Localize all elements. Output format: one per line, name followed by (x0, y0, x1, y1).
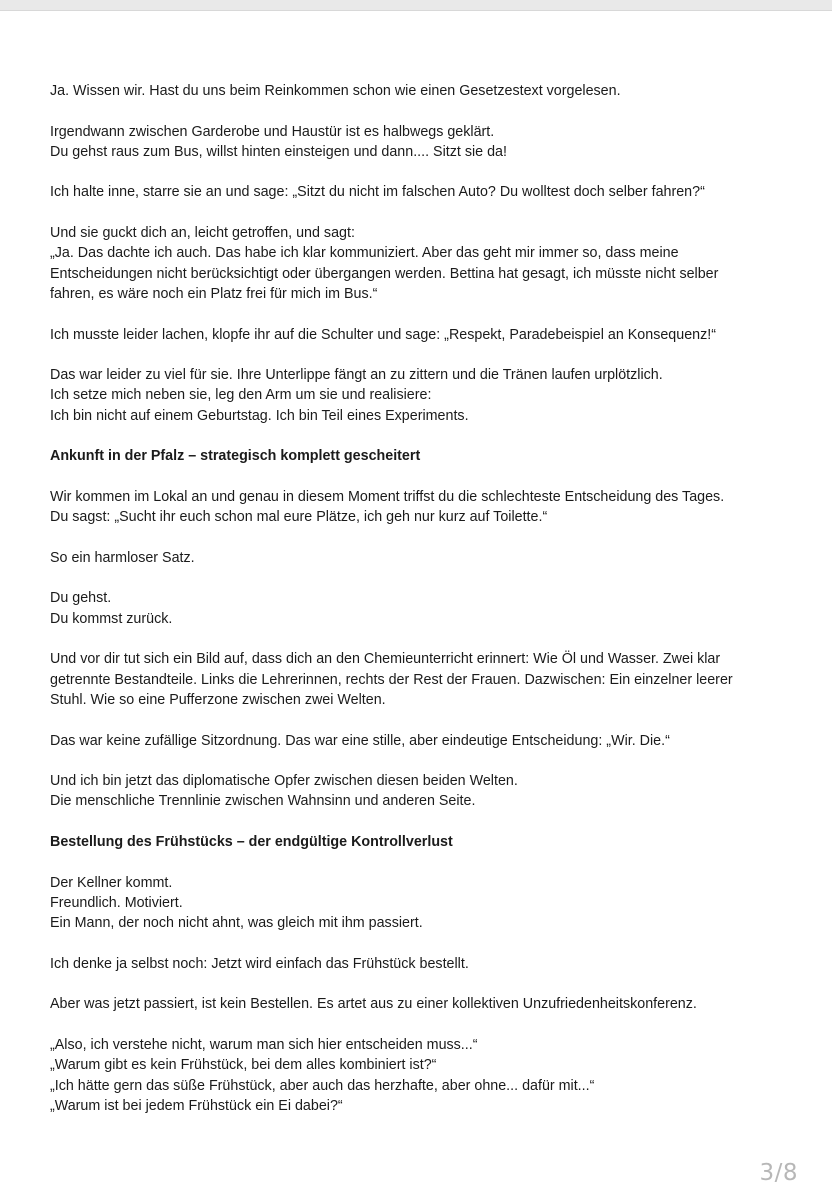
text-line: Ich bin nicht auf einem Geburtstag. Ich bin Teil eines Experiments. (50, 407, 469, 424)
text-line: Und vor dir tut sich ein Bild auf, dass dich an den Chemieunterricht erinnert: Wie Öl und Wasser. Zwei klar (50, 651, 721, 668)
text-line: Ich halte inne, starre sie an und sage: „Sitzt du nicht im falschen Auto? Du wolltest doch selber fahren?“ (50, 184, 705, 201)
page-content (50, 81, 810, 1136)
text-line: So ein harmloser Satz. (50, 549, 195, 566)
text-line: Ja. Wissen wir. Hast du uns beim Reinkommen schon wie einen Gesetzestext vorgelesen. (50, 83, 621, 99)
text-line: Du kommst zurück. (50, 610, 173, 627)
paragraph (50, 365, 810, 426)
text-line: „Warum gibt es kein Frühstück, bei dem alles kombiniert ist?“ (50, 1057, 437, 1074)
text-line: getrennte Bestandteile. Links die Lehrerinnen, rechts der Rest der Frauen. Dazwischen: Ein einzelner leerer (50, 671, 733, 688)
text-line: Irgendwann zwischen Garderobe und Haustür ist es halbwegs geklärt. (50, 123, 495, 140)
section-heading (50, 832, 810, 852)
paragraph (50, 731, 810, 751)
paragraph (50, 771, 810, 812)
paragraph (50, 81, 810, 101)
paragraph (50, 487, 810, 528)
text-line: Du gehst raus zum Bus, willst hinten einsteigen und dann.... Sitzt sie da! (50, 143, 507, 160)
text-line: Das war leider zu viel für sie. Ihre Unterlippe fängt an zu zittern und die Tränen laufen urplötzlich. (50, 367, 663, 384)
text-line: Bestellung des Frühstücks – der endgültige Kontrollverlust (50, 833, 453, 850)
paragraph (50, 649, 810, 710)
text-line: Wir kommen im Lokal an und genau in diesem Moment triffst du die schlechteste Entscheidung des Tages. (50, 488, 725, 505)
text-line: Ich denke ja selbst noch: Jetzt wird einfach das Frühstück bestellt. (50, 955, 469, 972)
text-line: Ankunft in der Pfalz – strategisch komplett gescheitert (50, 448, 421, 465)
text-line: „Ich hätte gern das süße Frühstück, aber auch das herzhafte, aber ohne... dafür mit...“ (50, 1077, 595, 1094)
paragraph (50, 223, 810, 304)
text-line: Die menschliche Trennlinie zwischen Wahnsinn und anderen Seite. (50, 793, 476, 810)
text-line: Ein Mann, der noch nicht ahnt, was gleich mit ihm passiert. (50, 915, 423, 932)
page-indicator: 3/8 (759, 1160, 798, 1186)
paragraph (50, 1035, 810, 1116)
paragraph (50, 873, 810, 934)
paragraph (50, 994, 810, 1014)
text-line: Und ich bin jetzt das diplomatische Opfer zwischen diesen beiden Welten. (50, 773, 518, 790)
paragraph (50, 182, 810, 202)
paragraph (50, 325, 810, 345)
text-line: „Ja. Das dachte ich auch. Das habe ich klar kommuniziert. Aber das geht mir immer so, dass meine (50, 245, 679, 262)
text-line: fahren, es wäre noch ein Platz frei für mich im Bus.“ (50, 285, 378, 302)
paragraph (50, 954, 810, 974)
text-line: Du sagst: „Sucht ihr euch schon mal eure Plätze, ich geh nur kurz auf Toilette.“ (50, 509, 548, 526)
text-line: Ich musste leider lachen, klopfe ihr auf die Schulter und sage: „Respekt, Paradebeispiel an Konsequenz!“ (50, 326, 716, 343)
document-page[interactable] (0, 10, 832, 1199)
text-line: Das war keine zufällige Sitzordnung. Das war eine stille, aber eindeutige Entscheidung: „Wir. Die.“ (50, 732, 670, 749)
paragraph (50, 588, 810, 629)
text-line: Entscheidungen nicht berücksichtigt oder übergangen werden. Bettina hat gesagt, ich müsste nicht selber (50, 265, 719, 282)
text-line: Ich setze mich neben sie, leg den Arm um sie und realisiere: (50, 387, 432, 404)
text-line: Und sie guckt dich an, leicht getroffen, und sagt: (50, 225, 355, 242)
paragraph (50, 548, 810, 568)
text-line: „Also, ich verstehe nicht, warum man sich hier entscheiden muss...“ (50, 1036, 478, 1053)
section-heading (50, 446, 810, 466)
text-line: „Warum ist bei jedem Frühstück ein Ei dabei?“ (50, 1097, 343, 1114)
text-line: Aber was jetzt passiert, ist kein Bestellen. Es artet aus zu einer kollektiven Unzufriedenheitskonferenz. (50, 996, 697, 1013)
paragraph (50, 122, 810, 163)
text-line: Freundlich. Motiviert. (50, 894, 183, 911)
text-line: Stuhl. Wie so eine Pufferzone zwischen zwei Welten. (50, 691, 386, 708)
text-line: Der Kellner kommt. (50, 874, 173, 891)
text-line: Du gehst. (50, 590, 112, 607)
